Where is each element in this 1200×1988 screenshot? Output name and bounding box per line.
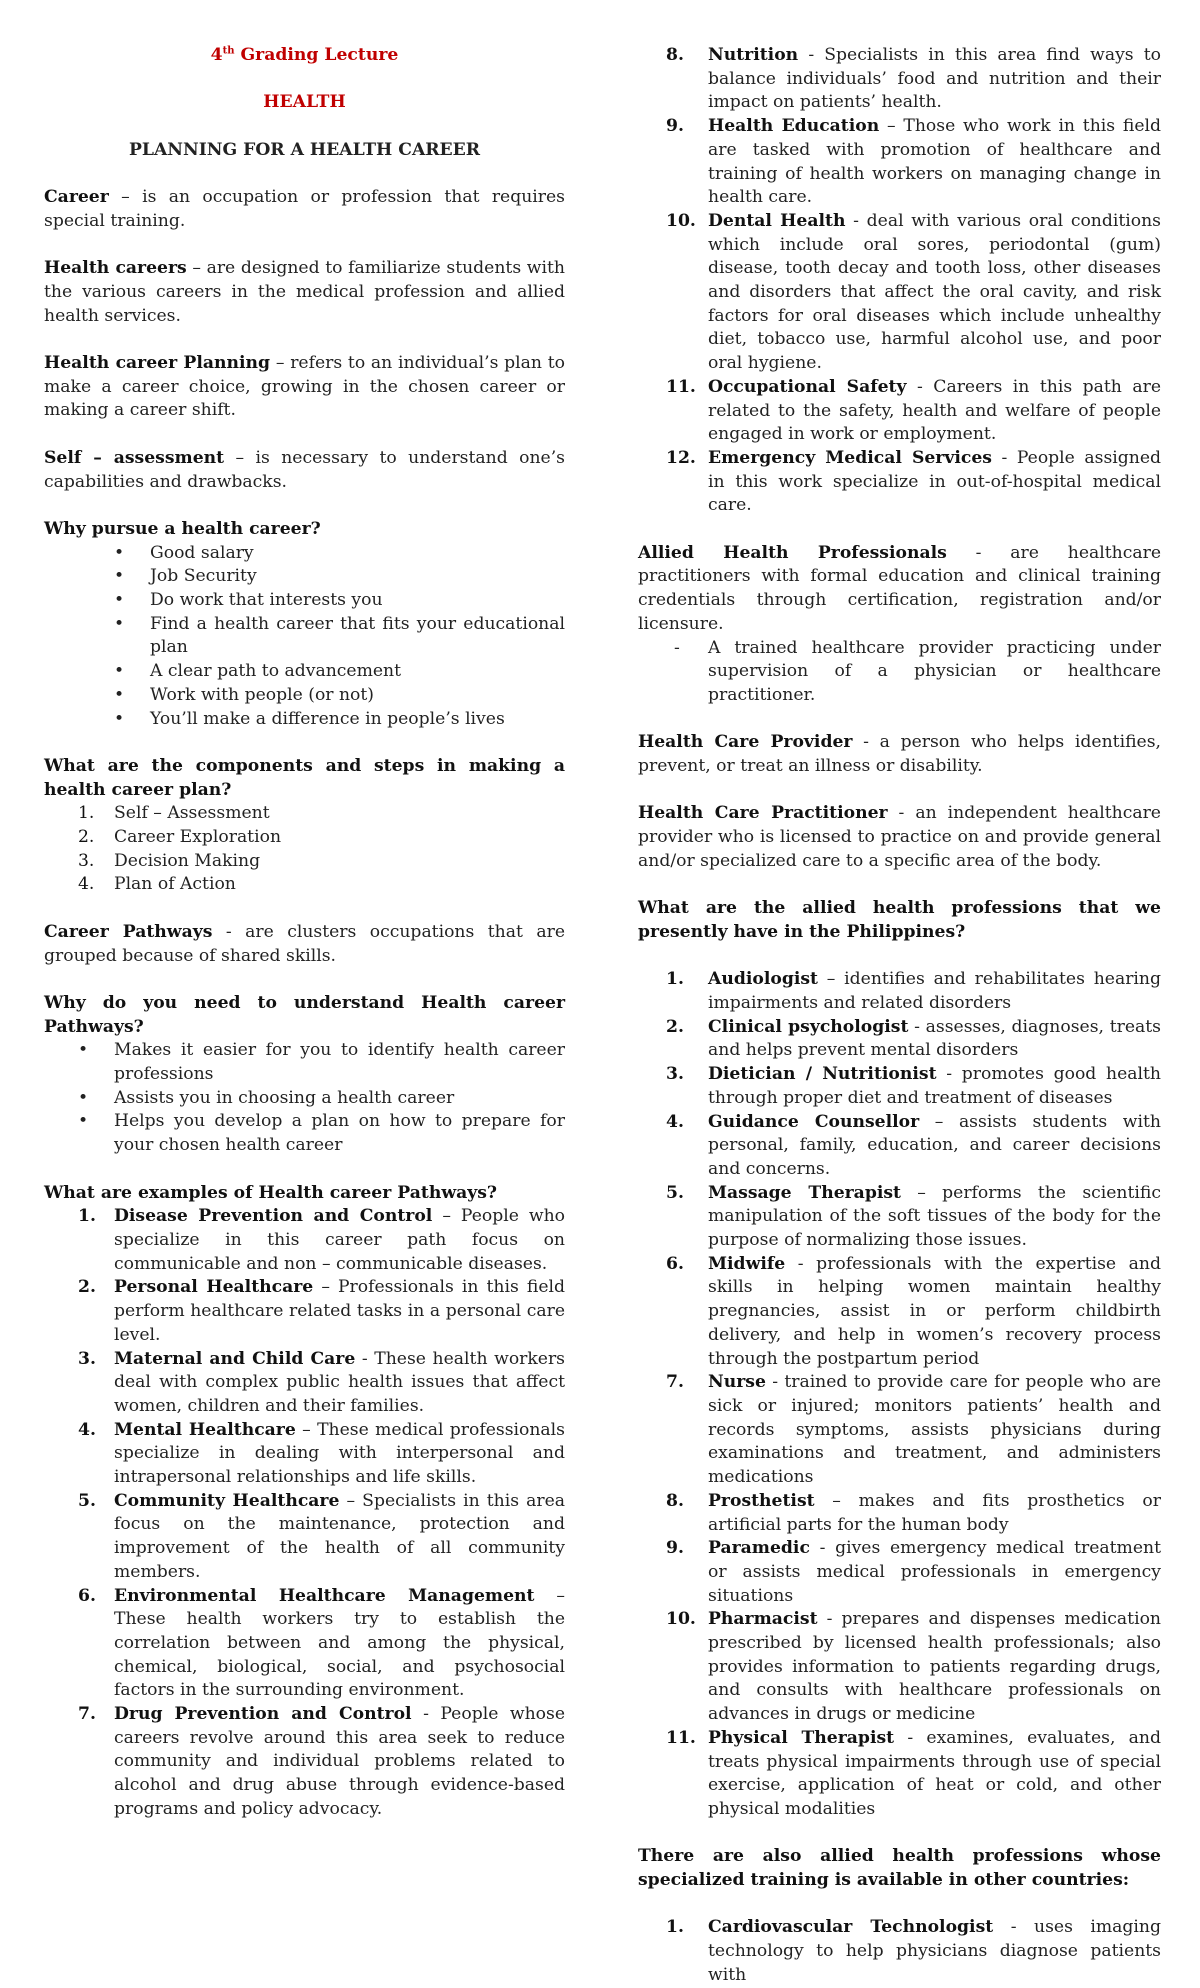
other-countries-heading: There are also allied health professions whose specialized training is available in other countries: [638, 1846, 1161, 1891]
list-item: 3. Maternal and Child Care - These health workers deal with complex public health issues that affect women, children and their families. [78, 1348, 566, 1416]
list-item: 10. Dental Health - deal with various oral conditions which include oral sores, periodontal (gum) disease, tooth decay and tooth loss, other diseases and disorders that affect the oral cavity, and risk factors for oral diseases which include unhealthy diet, tobacco use, harmful alcohol use, and poor oral hygiene. [666, 210, 1162, 374]
right-column [638, 44, 1161, 1988]
why-understand-heading: Why do you need to understand Health career Pathways? [44, 992, 565, 1037]
definition-career: Career – is an occupation or profession that requires special training. [44, 187, 565, 231]
list-item: • A clear path to advancement [114, 661, 402, 682]
definition-career-pathways: Career Pathways - are clusters occupations that are grouped because of shared skills. [44, 921, 565, 966]
list-item: 2. Personal Healthcare – Professionals in this field perform healthcare related tasks in a personal care level. [78, 1277, 566, 1345]
why-understand-list [44, 1039, 565, 1158]
list-item: 11. Occupational Safety - Careers in this path are related to the safety, health and welfare of people engaged in work or employment. [666, 376, 1162, 445]
list-item: • You’ll make a difference in people’s lives [114, 708, 505, 729]
list-item: • Find a health career that fits your educational plan [114, 613, 565, 658]
list-item: 1. Audiologist – identifies and rehabilitates hearing impairments and related disorders [666, 969, 1161, 1014]
pathways-heading: What are examples of Health career Pathways? [44, 1182, 497, 1203]
list-item: 2. Clinical psychologist - assesses, diagnoses, treats and helps prevent mental disorders [666, 1016, 1161, 1061]
components-heading: What are the components and steps in making a health career plan? [44, 755, 565, 800]
list-item: 3. Decision Making [78, 850, 261, 871]
definition-health-careers: Health careers – are designed to familiarize students with the various careers in the medical profession and allied health services. [44, 258, 565, 326]
ph-professions-heading: What are the allied health professions that we presently have in the Philippines? [638, 898, 1161, 942]
list-item: 4. Plan of Action [78, 874, 236, 895]
list-item: 3. Dietician / Nutritionist - promotes good health through proper diet and treatment of diseases [666, 1064, 1161, 1108]
list-item: • Makes it easier for you to identify health career professions [78, 1040, 565, 1085]
pathways-list-right [638, 44, 1161, 518]
list-item: 9. Health Education – Those who work in this field are tasked with promotion of healthcare and training of health workers on managing change in health care. [666, 116, 1162, 208]
list-item: 8. Prosthetist – makes and fits prosthetics or artificial parts for the human body [666, 1490, 1161, 1535]
list-item: • Good salary [114, 542, 254, 563]
list-item: 1. Self – Assessment [78, 803, 270, 824]
list-item: - A trained healthcare provider practicing under supervision of a physician or healthcare practitioner. [674, 637, 1161, 705]
list-item: 8. Nutrition - Specialists in this area find ways to balance individuals’ food and nutrition and their impact on patients’ health. [666, 45, 1161, 113]
list-item: 5. Community Healthcare – Specialists in this area focus on the maintenance, protection and improvement of the health of all community members. [78, 1490, 565, 1582]
definition-health-care-practitioner: Health Care Practitioner - an independent healthcare provider who is licensed to practice on and provide general and/or specialized care to a specific area of the body. [638, 803, 1161, 871]
why-pursue-heading: Why pursue a health career? [44, 518, 321, 539]
pathways-list-left [44, 1205, 565, 1821]
list-item: 2. Career Exploration [78, 827, 282, 848]
why-pursue-list [44, 542, 565, 732]
list-item: • Work with people (or not) [114, 684, 375, 705]
ph-professions-list [638, 968, 1161, 1821]
components-list [44, 802, 565, 897]
page-title: PLANNING FOR A HEALTH CAREER [128, 139, 481, 160]
list-item: 9. Paramedic - gives emergency medical treatment or assists medical professionals in emergency situations [666, 1538, 1161, 1606]
list-item: 10. Pharmacist - prepares and dispenses medication prescribed by licensed health professionals; also provides information to patients regarding drugs, and consults with healthcare professionals on advances in drugs or medicine [666, 1609, 1161, 1725]
list-item: 4. Mental Healthcare – These medical professionals specialize in dealing with interpersonal and intrapersonal relationships and life skills. [78, 1419, 565, 1488]
definition-self-assessment: Self – assessment – is necessary to understand one’s capabilities and drawbacks. [44, 447, 565, 492]
definition-allied-health: Allied Health Professionals - are healthcare practitioners with formal education and clinical training credentials through certification, registration and/or licensure. [638, 542, 1161, 634]
allied-sub-list [638, 637, 1161, 708]
list-item: 6. Midwife - professionals with the expertise and skills in helping women maintain healthy pregnancies, assist in or perform childbirth delivery, and help in women’s recovery process through the postpartum period [666, 1253, 1161, 1369]
list-item: 1. Cardiovascular Technologist - uses imaging technology to help physicians diagnose patients with [666, 1917, 1161, 1985]
list-item: 7. Drug Prevention and Control - People whose careers revolve around this area seek to reduce community and individual problems related to alcohol and drug abuse through evidence-based programs and policy advocacy. [78, 1704, 565, 1819]
list-item: 5. Massage Therapist – performs the scientific manipulation of the soft tissues of the body for the purpose of normalizing those issues. [666, 1182, 1161, 1251]
list-item: 4. Guidance Counsellor – assists students with personal, family, education, and career decisions and concerns. [666, 1111, 1161, 1179]
grading-title: 4th Grading Lecture [210, 45, 399, 65]
definition-health-care-provider: Health Care Provider - a person who helps identifies, prevent, or treat an illness or disability. [638, 732, 1161, 777]
definition-health-career-planning: Health career Planning – refers to an individual’s plan to make a career choice, growing in the chosen career or making a career shift. [44, 353, 565, 421]
list-item: • Job Security [114, 566, 257, 587]
list-item: • Do work that interests you [114, 590, 383, 611]
subject-heading: HEALTH [263, 92, 346, 113]
list-item: 7. Nurse - trained to provide care for people who are sick or injured; monitors patients’ health and records symptoms, assists physicians during examinations and treatment, and administers medications [666, 1372, 1161, 1488]
list-item: 12. Emergency Medical Services - People assigned in this work specialize in out-of-hospital medical care. [666, 447, 1162, 516]
other-countries-list [638, 1916, 1161, 1987]
list-item: 1. Disease Prevention and Control – People who specialize in this career path focus on communicable and non – communicable diseases. [78, 1206, 565, 1274]
list-item: 6. Environmental Healthcare Management – These health workers try to establish the correlation between and among the physical, chemical, biological, social, and psychosocial factors in the surrounding environment. [78, 1585, 565, 1701]
list-item: • Helps you develop a plan on how to prepare for your chosen health career [78, 1111, 565, 1156]
left-column [44, 44, 565, 1822]
list-item: • Assists you in choosing a health career [78, 1087, 455, 1108]
list-item: 11. Physical Therapist - examines, evaluates, and treats physical impairments through use of special exercise, application of heat or cold, and other physical modalities [666, 1727, 1161, 1819]
